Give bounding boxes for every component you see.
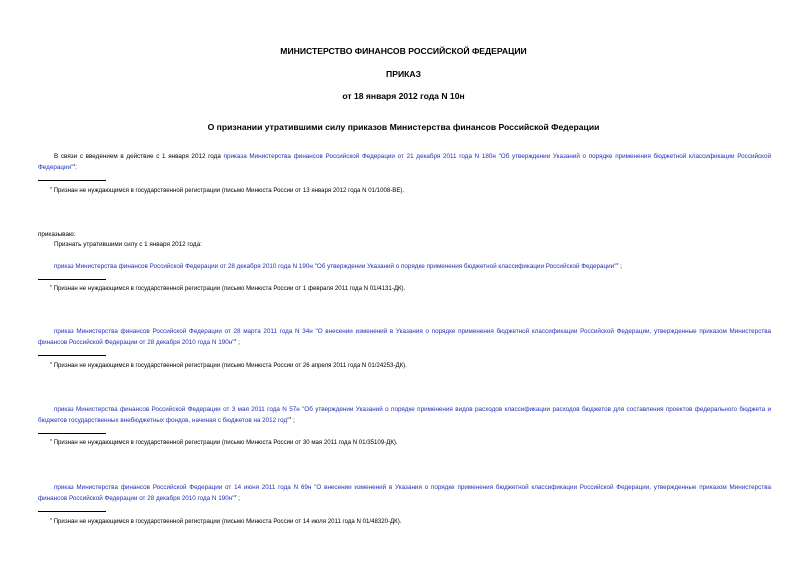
footnote-separator	[38, 511, 106, 512]
footnote-text: Признан не нуждающимся в государственной регистрации (письмо Минюста России от 26 апреля 2011 года N 01/24253-ДК).	[53, 362, 407, 369]
footnote-text: Признан не нуждающимся в государственной регистрации (письмо Минюста России от 30 мая 2011 года N 01/35109-ДК).	[53, 439, 398, 446]
footnote-separator	[38, 433, 106, 434]
footnote-1	[50, 185, 404, 196]
footnote-marker[interactable]: *	[73, 164, 76, 170]
intro-prefix: В связи с введением в действие с 1 января 2012 года	[54, 153, 224, 160]
footnote-text: Признан не нуждающимся в государственной регистрации (письмо Минюста России от 13 января 2012 года N 01/1008-ВЕ).	[53, 187, 405, 194]
footnote-marker[interactable]: *	[234, 339, 237, 345]
footnote-3	[50, 360, 407, 371]
document-title: О признании утратившими силу приказов Министерства финансов Российской Федерации	[207, 122, 600, 132]
intro-paragraph	[38, 152, 771, 173]
intro-link[interactable]: приказа Министерства финансов Российской Федерации от 21 декабря 2011 года N 180н "Об утверждении Указаний о порядке применения бюджетной классификации Российской Федерации"	[38, 153, 771, 171]
footnote-marker: *	[50, 518, 52, 524]
footnote-2	[50, 283, 405, 294]
item-link[interactable]: приказ Министерства финансов Российской Федерации от 14 июня 2011 года N 69н "О внесении изменений в Указания о порядке применения бюджетной классификации Российской Федерации, утвержденные приказом Министерства финансов Российской Федерации от 28 декабря 2010 года N 190н"	[38, 484, 771, 502]
doc-type-heading: ПРИКАЗ	[386, 69, 421, 79]
date-number-heading: от 18 января 2012 года N 10н	[342, 91, 465, 101]
list-item	[38, 261, 771, 272]
footnote-text: Признан не нуждающимся в государственной регистрации (письмо Минюста России от 1 февраля 2011 года N 01/4131-ДК).	[53, 285, 406, 292]
item-suffix: ;	[238, 495, 240, 502]
footnote-separator	[38, 279, 106, 280]
footnote-separator	[38, 355, 106, 356]
footnote-marker: *	[50, 439, 52, 445]
footnote-5	[50, 516, 401, 527]
footnote-marker: *	[50, 187, 52, 193]
item-suffix: ;	[293, 417, 295, 424]
item-suffix: ;	[238, 339, 240, 346]
declare-line: Признать утратившими силу с 1 января 2012 года:	[54, 241, 202, 248]
ministry-heading: МИНИСТЕРСТВО ФИНАНСОВ РОССИЙСКОЙ ФЕДЕРАЦИИ	[280, 46, 527, 56]
order-word: приказываю:	[38, 231, 76, 238]
footnote-separator	[38, 180, 106, 181]
item-link[interactable]: приказ Министерства финансов Российской Федерации от 28 марта 2011 года N 34н "О внесении изменений в Указания о порядке применения бюджетной классификации Российской Федерации, утвержденные приказом Министерства финансов Российской Федерации от 28 декабря 2010 года N 190н"	[38, 328, 771, 346]
list-item	[38, 483, 771, 504]
item-suffix: ;	[620, 263, 622, 270]
footnote-marker: *	[50, 362, 52, 368]
item-link[interactable]: приказ Министерства финансов Российской Федерации от 3 мая 2011 года N 57н "Об утверждении Указаний о порядке применения видов расходов классификации расходов бюджетов для составления проектов федерального бюджета и бюджетов государственных внебюджетных фондов, начиная с бюджетов на 2012 год"	[38, 406, 771, 424]
footnote-marker[interactable]: *	[616, 263, 619, 269]
footnote-marker[interactable]: *	[289, 417, 292, 423]
intro-suffix: :	[75, 164, 77, 171]
list-item	[38, 405, 771, 426]
item-link[interactable]: приказ Министерства финансов Российской Федерации от 28 декабря 2010 года N 190н "Об утверждении Указаний о порядке применения бюджетной классификации Российской Федерации"	[54, 263, 617, 270]
list-item	[38, 327, 771, 348]
footnote-4	[50, 437, 398, 448]
footnote-marker: *	[50, 285, 52, 291]
footnote-marker[interactable]: *	[234, 495, 237, 501]
footnote-text: Признан не нуждающимся в государственной регистрации (письмо Минюста России от 14 июля 2011 года N 01/48320-ДК).	[53, 518, 402, 525]
